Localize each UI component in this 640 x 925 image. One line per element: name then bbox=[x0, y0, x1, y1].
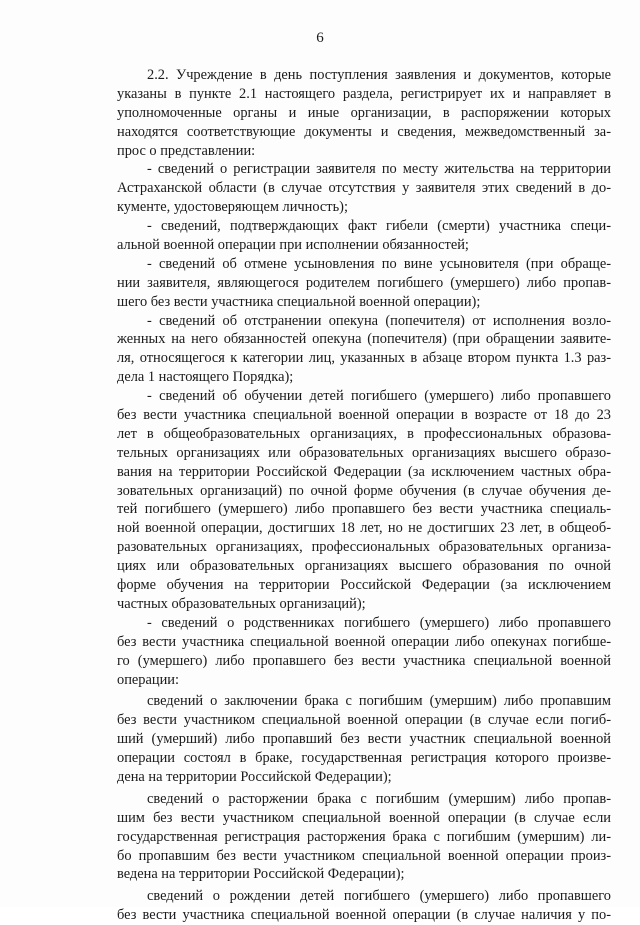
text-line: сведений о расторжении брака с погибшим (умершим) либо пропав- bbox=[147, 790, 611, 807]
text-line: - сведений о регистрации заявителя по месту жительства на территории bbox=[147, 161, 611, 178]
text-line: - сведений о родственниках погибшего (умершего) либо пропавшего bbox=[147, 614, 611, 631]
page-number: 6 bbox=[316, 30, 324, 46]
text-line: лет в общеобразовательных организациях, в профессиональных образова- bbox=[117, 425, 611, 442]
text-line: Астраханской области (в случае отсутствия у заявителя этих сведений в до- bbox=[117, 180, 611, 197]
text-line: - сведений об отмене усыновления по вине усыновителя (при обраще- bbox=[147, 255, 611, 272]
text-line: вания на территории Российской Федерации (за исключением частных обра- bbox=[117, 463, 611, 480]
text-line: сведений о рождении детей погибшего (умершего) либо пропавшего bbox=[147, 888, 611, 905]
text-line: без вести участника специальной военной операции либо опекунах погибше- bbox=[117, 633, 611, 650]
text-line: шим без вести участником специальной военной операции (в случае если bbox=[117, 809, 611, 826]
text-line: без вести участника специальной военной операции (в случае наличия у по- bbox=[117, 907, 611, 924]
text-line: операции: bbox=[117, 671, 179, 688]
text-line: шего без вести участника специальной военной операции); bbox=[117, 293, 481, 310]
text-line: женных на него обязанностей опекуна (попечителя) (при обращении заявите- bbox=[117, 331, 611, 348]
text-line: без вести участником специальной военной операции (в случае если погиб- bbox=[117, 712, 611, 729]
text-line: ший (умерший) либо пропавший без вести участник специальной военной bbox=[117, 731, 611, 748]
text-line: частных образовательных организаций); bbox=[117, 595, 366, 612]
text-line: - сведений об обучении детей погибшего (умершего) либо пропавшего bbox=[147, 388, 611, 405]
document-body bbox=[117, 66, 611, 925]
text-line: без вести участника специальной военной операции в возрасте от 18 до 23 bbox=[117, 407, 611, 424]
text-line: государственная регистрация расторжения брака с погибшим (умершим) ли- bbox=[117, 828, 611, 845]
text-line: находятся соответствующие документы и сведения, межведомственный за- bbox=[117, 123, 611, 140]
text-line: уполномоченные органы и иные организации, в распоряжении которых bbox=[117, 104, 611, 121]
text-line: сведений о заключении брака с погибшим (умершим) либо пропавшим bbox=[147, 693, 611, 710]
text-line: - сведений об отстранении опекуна (попечителя) от исполнения возло- bbox=[147, 312, 611, 329]
text-line: кументе, удостоверяющем личность); bbox=[117, 199, 348, 216]
text-line: дела 1 настоящего Порядка); bbox=[117, 369, 294, 386]
text-line: тей погибшего (умершего) либо пропавшего без вести участника специаль- bbox=[117, 501, 611, 518]
text-line: нии заявителя, являющегося родителем погибшего (умершего) либо пропав- bbox=[117, 274, 611, 291]
text-line: 2.2. Учреждение в день поступления заявления и документов, которые bbox=[147, 67, 611, 83]
text-line: разовательных организациях, профессиональных образовательных организа- bbox=[117, 539, 611, 556]
text-line: го (умершего) либо пропавшего без вести участника специальной военной bbox=[117, 652, 611, 669]
text-line: форме обучения на территории Российской Федерации (за исключением bbox=[117, 577, 611, 594]
text-line: дена на территории Российской Федерации); bbox=[117, 768, 392, 785]
text-line: тельных организациях или образовательных организациях высшего образо- bbox=[117, 444, 611, 461]
text-line: операции состоял в браке, государственная регистрация которого произве- bbox=[117, 750, 611, 767]
text-line: ля, относящегося к категории лиц, указанных в абзаце втором пункта 1.3 раз- bbox=[117, 350, 611, 367]
text-line: циях или образовательных организациях высшего образования по очной bbox=[117, 558, 611, 575]
text-line: ведена на территории Российской Федерации); bbox=[117, 866, 405, 883]
text-line: указаны в пункте 2.1 настоящего раздела, регистрирует их и направляет в bbox=[117, 85, 611, 102]
text-line: альной военной операции при исполнении обязанностей; bbox=[117, 237, 469, 254]
text-line: зовательных организаций) по очной форме обучения (в случае обучения де- bbox=[117, 482, 611, 499]
text-line: прос о представлении: bbox=[117, 142, 256, 159]
text-line: - сведений, подтверждающих факт гибели (смерти) участника специ- bbox=[147, 218, 611, 235]
text-line: ной военной операции, достигших 18 лет, но не достигших 23 лет, в общеоб- bbox=[117, 520, 611, 537]
text-line: бо пропавшим без вести участником специальной военной операции произ- bbox=[117, 847, 611, 864]
